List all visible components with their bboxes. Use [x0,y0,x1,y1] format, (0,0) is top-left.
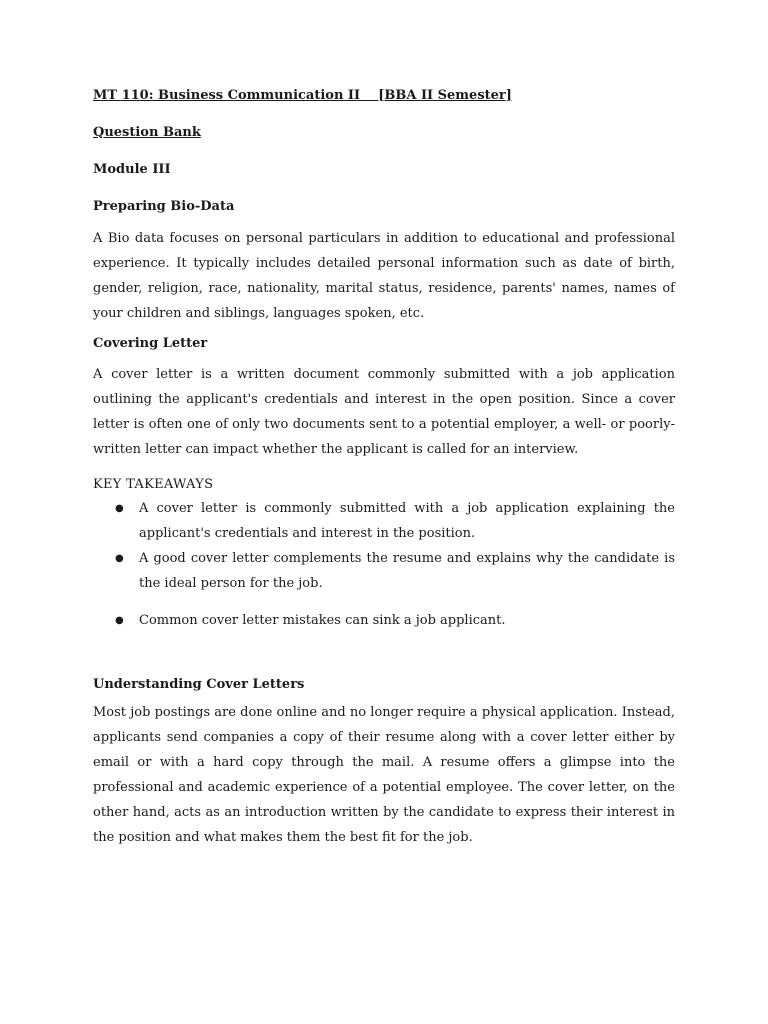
list-item [93,546,675,596]
preparing-bio-data-heading: Preparing Bio-Data [93,199,235,214]
question-bank-heading: Question Bank [93,125,201,140]
bullet-icon: ● [115,615,124,626]
bullet-icon: ● [115,503,124,514]
bullet-icon: ● [115,553,124,564]
list-item [93,496,675,546]
document-page [93,86,675,850]
document-title: MT 110: Business Communication II [BBA II Semester] [93,88,512,103]
takeaway-text: A good cover letter complements the resume and explains why the candidate is the ideal person for the job. [139,551,675,591]
takeaway-text: A cover letter is commonly submitted with a job application explaining the applicant's credentials and interest in the position. [139,501,675,541]
bio-data-paragraph: A Bio data focuses on personal particulars in addition to educational and professional experience. It typically includes detailed personal information such as date of birth, gender, religion, race, nationality, marital status, residence, parents' names, names of your children and siblings, languages spoken, etc. [93,231,675,321]
covering-letter-heading: Covering Letter [93,336,208,351]
key-takeaways-list [93,496,675,633]
cover-letter-paragraph: A cover letter is a written document commonly submitted with a job application outlining the applicant's credentials and interest in the open position. Since a cover letter is often one of only two documents sent to a potential employer, a well- or poorly-written letter can impact whether the applicant is called for an interview. [93,367,675,457]
understanding-cover-letters-heading: Understanding Cover Letters [93,677,305,692]
key-takeaways-title: KEY TAKEAWAYS [93,477,214,492]
module-heading: Module III [93,162,171,177]
understanding-paragraph: Most job postings are done online and no longer require a physical application. Instead, applicants send companies a copy of their resume along with a cover letter either by email or with a hard copy through the mail. A resume offers a glimpse into the professional and academic experience of a potential employee. The cover letter, on the other hand, acts as an introduction written by the candidate to express their interest in the position and what makes them the best fit for the job. [93,705,675,845]
takeaway-text: Common cover letter mistakes can sink a job applicant. [139,613,506,628]
list-item [93,608,675,633]
